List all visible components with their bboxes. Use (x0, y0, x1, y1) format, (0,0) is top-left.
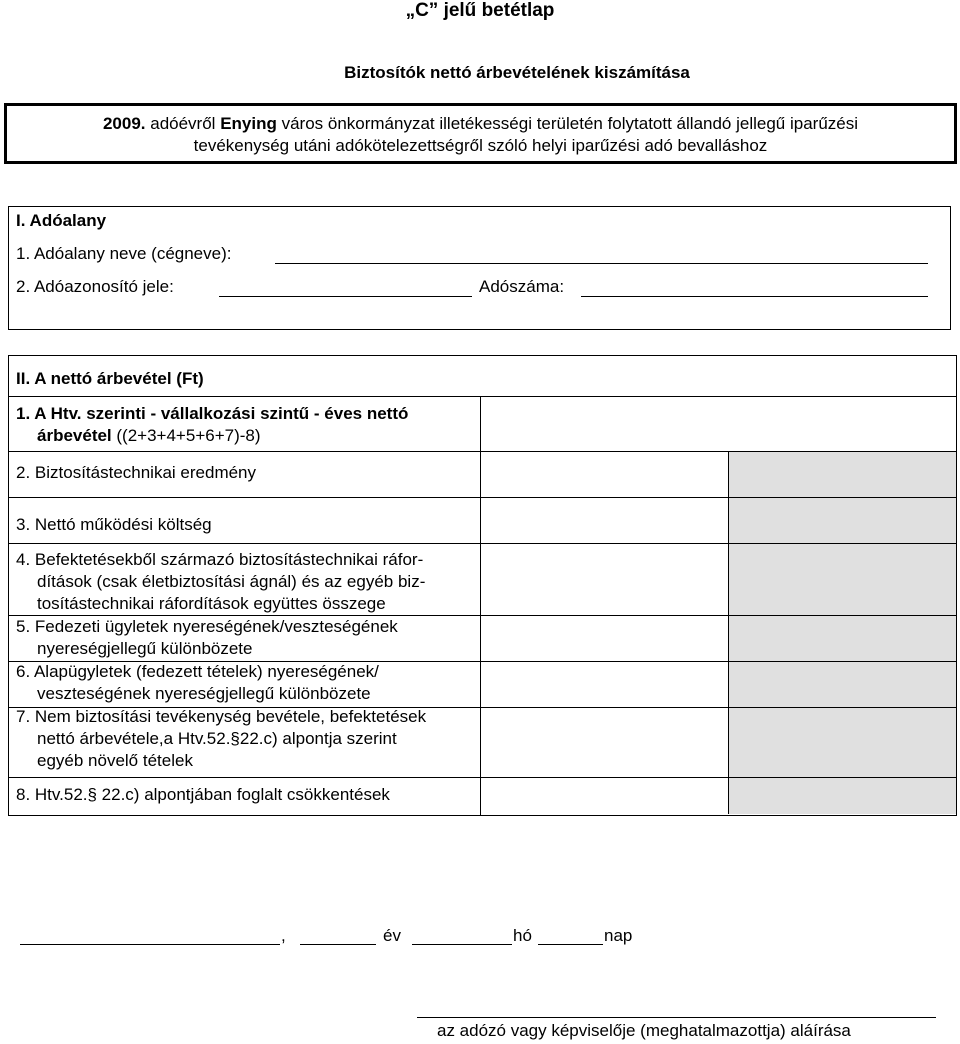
header-year: 2009. (102, 114, 146, 133)
item5-line1: 5. Fedezeti ügyletek nyereségének/veszteségének (16, 617, 398, 636)
item4-line1: 4. Befektetésekből származó biztosítástechnikai ráfor- (16, 550, 424, 569)
tax-id-field[interactable] (219, 296, 472, 297)
item6-line2: veszteségének nyereségjellegű különbözete (37, 684, 371, 703)
section1-title: I. Adóalany (16, 211, 107, 230)
item5-line2: nyereségjellegű különbözete (37, 639, 253, 658)
item1-line1: 1. A Htv. szerinti - vállalkozási szintű - éves nettó (16, 404, 409, 423)
header-line-1 (7, 114, 954, 134)
item7-line2: nettó árbevétele,a Htv.52.§22.c) alpontja szerint (37, 729, 397, 748)
month-label: hó (513, 926, 532, 945)
section-taxpayer (8, 206, 951, 330)
item4-line2: dítások (csak életbiztosítási ágnál) és az egyéb biz- (37, 572, 426, 591)
item1-bold: árbevétel (37, 426, 112, 445)
value-cell-item4[interactable] (481, 544, 727, 615)
header-box (4, 103, 957, 164)
insert-title: „C” jelű betétlap (405, 0, 555, 21)
tax-id-label: 2. Adóazonosító jele: (16, 277, 174, 296)
value-cell-item8[interactable] (481, 778, 727, 814)
signature-caption: az adózó vagy képviselője (meghatalmazottja) aláírása (437, 1021, 851, 1040)
section-net-revenue (8, 355, 957, 816)
day-label: nap (604, 926, 633, 945)
tax-number-label-text: Adószáma: (479, 277, 565, 296)
item7-line1: 7. Nem biztosítási tevékenység bevétele, befektetések (16, 707, 427, 726)
date-comma: , (281, 926, 286, 945)
taxpayer-name-label: 1. Adóalany neve (cégneve): (16, 244, 232, 263)
tax-number-field[interactable] (581, 296, 928, 297)
item1-line2 (37, 425, 261, 447)
value-cell-item7[interactable] (481, 708, 727, 777)
taxpayer-name-field[interactable] (275, 263, 928, 264)
header-line-2: tevékenység utáni adókötelezettségről szóló helyi iparűzési adó bevalláshoz (193, 136, 768, 155)
value-cell-item2[interactable] (481, 452, 727, 497)
header-city: Enying (220, 114, 277, 133)
header-mid: adóévről (145, 114, 221, 133)
year-label: év (383, 926, 401, 945)
item4-line3: tosítástechnikai ráfordítások együttes összege (37, 594, 386, 613)
section2-title: II. A nettó árbevétel (Ft) (16, 369, 204, 388)
item2-label: 2. Biztosítástechnikai eredmény (16, 463, 257, 482)
value-cell-item5[interactable] (481, 616, 727, 661)
item7-line3: egyéb növelő tételek (37, 751, 193, 770)
grey-cell-block (728, 451, 956, 814)
month-field[interactable] (412, 944, 512, 945)
item1-formula: ((2+3+4+5+6+7)-8) (111, 426, 261, 445)
form-title: Biztosítók nettó árbevételének kiszámítása (344, 63, 690, 82)
signature-field[interactable] (417, 1017, 936, 1018)
value-cell-item3[interactable] (481, 498, 727, 543)
item3-label: 3. Nettó működési költség (16, 515, 212, 534)
grey-column-divider (728, 451, 729, 814)
place-field[interactable] (20, 944, 280, 945)
item6-line1: 6. Alapügyletek (fedezett tételek) nyereségének/ (16, 662, 379, 681)
item8-label: 8. Htv.52.§ 22.c) alpontjában foglalt csökkentések (16, 785, 390, 804)
year-field[interactable] (300, 944, 376, 945)
day-field[interactable] (538, 944, 603, 945)
value-cell-item1[interactable] (481, 397, 955, 451)
value-cell-item6[interactable] (481, 662, 727, 707)
header-rest: város önkormányzat illetékességi területén folytatott állandó jellegű iparűzési (276, 114, 859, 133)
